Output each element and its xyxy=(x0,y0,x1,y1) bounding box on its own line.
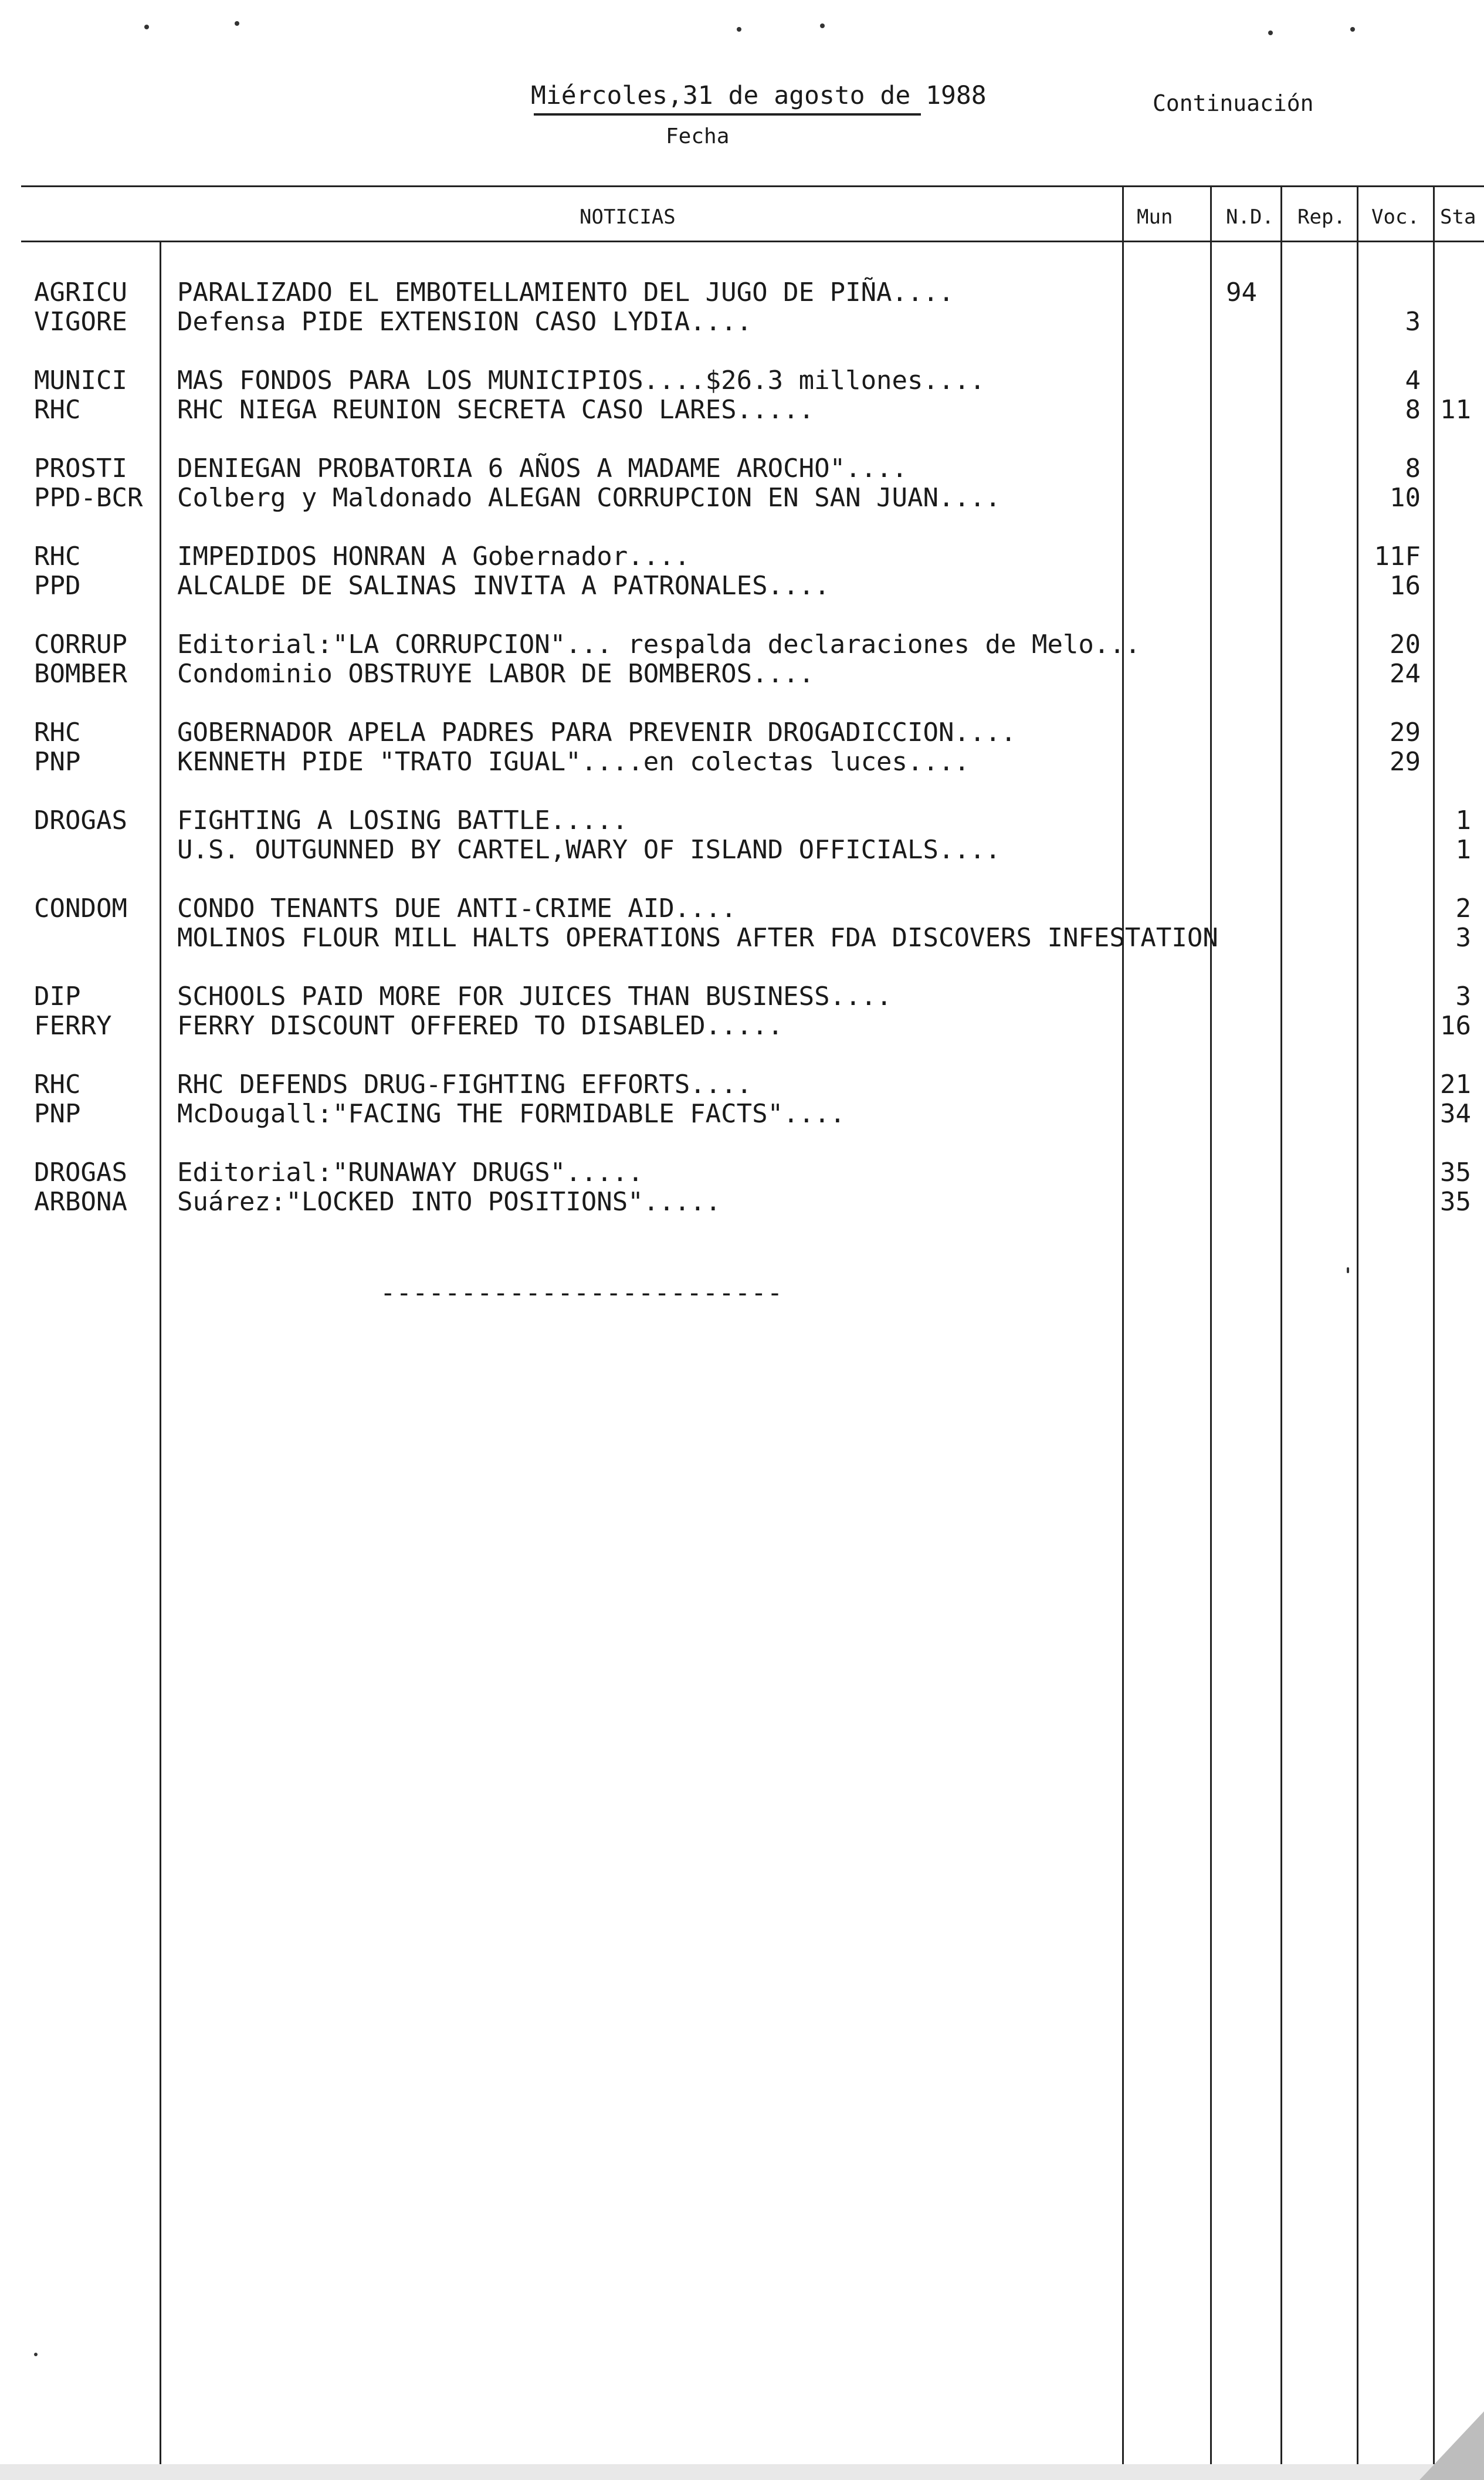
row-code: MUNICI xyxy=(34,366,127,395)
row-code: DROGAS xyxy=(34,806,127,835)
row-voc-page: 8 xyxy=(1405,395,1421,425)
row-voc-page: 8 xyxy=(1405,454,1421,483)
row-code: CORRUP xyxy=(34,630,127,659)
row-headline: MOLINOS FLOUR MILL HALTS OPERATIONS AFTER FDA DISCOVERS INFESTATION xyxy=(177,923,1218,953)
date-underline xyxy=(534,113,921,116)
header-voc: Voc. xyxy=(1371,205,1419,229)
row-code: PNP xyxy=(34,1099,81,1129)
binder-dot xyxy=(1268,31,1273,35)
row-code: FERRY xyxy=(34,1011,112,1041)
row-headline: PARALIZADO EL EMBOTELLAMIENTO DEL JUGO DE PIÑA.... xyxy=(177,278,954,307)
row-headline: Colberg y Maldonado ALEGAN CORRUPCION EN SAN JUAN.... xyxy=(177,483,1001,513)
row-headline: Editorial:"RUNAWAY DRUGS"..... xyxy=(177,1158,643,1187)
row-headline: FIGHTING A LOSING BATTLE..... xyxy=(177,806,628,835)
row-sta-page: 34 xyxy=(1440,1099,1471,1129)
row-headline: ALCALDE DE SALINAS INVITA A PATRONALES.... xyxy=(177,571,830,601)
row-voc-page: 29 xyxy=(1390,718,1421,747)
row-headline: DENIEGAN PROBATORIA 6 AÑOS A MADAME AROCHO".... xyxy=(177,454,908,483)
table-top-rule xyxy=(21,185,1484,187)
row-code: PPD xyxy=(34,571,81,601)
row-headline: RHC NIEGA REUNION SECRETA CASO LARES..... xyxy=(177,395,815,425)
row-code: RHC xyxy=(34,718,81,747)
header-bottom-rule xyxy=(21,241,1484,242)
row-code: RHC xyxy=(34,395,81,425)
binder-dot xyxy=(820,23,825,28)
row-voc-page: 16 xyxy=(1390,571,1421,601)
row-headline: Suárez:"LOCKED INTO POSITIONS"..... xyxy=(177,1187,721,1217)
header-sta: Sta xyxy=(1440,205,1476,229)
row-sta-page: 21 xyxy=(1440,1070,1471,1099)
row-headline: IMPEDIDOS HONRAN A Gobernador.... xyxy=(177,542,690,571)
code-column-divider xyxy=(160,241,161,2480)
header-noticias: NOTICIAS xyxy=(580,205,676,229)
row-sta-page: 1 xyxy=(1455,835,1471,865)
binder-dot xyxy=(1350,27,1355,32)
rep-column-divider xyxy=(1280,185,1282,2480)
page-bottom-edge xyxy=(0,2464,1484,2480)
binder-dot xyxy=(737,27,741,32)
scan-speck xyxy=(1347,1267,1349,1273)
row-sta-page: 16 xyxy=(1440,1011,1471,1041)
row-headline: SCHOOLS PAID MORE FOR JUICES THAN BUSINESS.... xyxy=(177,982,892,1011)
nd-column-divider xyxy=(1210,185,1212,2480)
row-code: DIP xyxy=(34,982,81,1011)
header-rep: Rep. xyxy=(1297,205,1346,229)
header-mun: Mun xyxy=(1137,205,1173,229)
row-headline: KENNETH PIDE "TRATO IGUAL"....en colectas luces.... xyxy=(177,747,970,777)
row-headline: Defensa PIDE EXTENSION CASO LYDIA.... xyxy=(177,307,753,337)
row-voc-page: 11F xyxy=(1374,542,1421,571)
row-code: VIGORE xyxy=(34,307,127,337)
row-voc-page: 24 xyxy=(1390,659,1421,689)
row-sta-page: 3 xyxy=(1455,982,1471,1011)
header-nd: N.D. xyxy=(1226,205,1274,229)
end-separator: ------------------------- xyxy=(380,1278,784,1308)
row-headline: GOBERNADOR APELA PADRES PARA PREVENIR DROGADICCION.... xyxy=(177,718,1017,747)
mun-column-divider xyxy=(1122,185,1124,2480)
row-headline: MAS FONDOS PARA LOS MUNICIPIOS....$26.3 millones.... xyxy=(177,366,985,395)
row-headline: FERRY DISCOUNT OFFERED TO DISABLED..... xyxy=(177,1011,784,1041)
row-code: BOMBER xyxy=(34,659,127,689)
continuation-label: Continuación xyxy=(1153,90,1314,116)
row-nd-page: 94 xyxy=(1226,278,1257,307)
row-headline: McDougall:"FACING THE FORMIDABLE FACTS".... xyxy=(177,1099,846,1129)
voc-column-divider xyxy=(1357,185,1358,2480)
row-voc-page: 20 xyxy=(1390,630,1421,659)
row-code: PPD-BCR xyxy=(34,483,143,513)
date-text: Miércoles,31 de agosto de 1988 xyxy=(531,81,987,110)
row-voc-page: 3 xyxy=(1405,307,1421,337)
row-headline: RHC DEFENDS DRUG-FIGHTING EFFORTS.... xyxy=(177,1070,753,1099)
row-sta-page: 3 xyxy=(1455,923,1471,953)
sta-column-divider xyxy=(1433,185,1435,2480)
row-code: AGRICU xyxy=(34,278,127,307)
date-caption: Fecha xyxy=(666,124,730,148)
row-sta-page: 35 xyxy=(1440,1158,1471,1187)
row-voc-page: 29 xyxy=(1390,747,1421,777)
row-code: PROSTI xyxy=(34,454,127,483)
binder-dot xyxy=(235,21,239,26)
row-code: DROGAS xyxy=(34,1158,127,1187)
row-headline: Editorial:"LA CORRUPCION"... respalda declaraciones de Melo... xyxy=(177,630,1141,659)
binder-dot xyxy=(144,25,149,29)
row-code: ARBONA xyxy=(34,1187,127,1217)
row-sta-page: 2 xyxy=(1455,894,1471,923)
scan-speck xyxy=(34,2353,38,2356)
row-sta-page: 1 xyxy=(1455,806,1471,835)
row-code: CONDOM xyxy=(34,894,127,923)
row-voc-page: 10 xyxy=(1390,483,1421,513)
row-code: RHC xyxy=(34,542,81,571)
row-sta-page: 11 xyxy=(1440,395,1471,425)
row-headline: CONDO TENANTS DUE ANTI-CRIME AID.... xyxy=(177,894,737,923)
row-code: PNP xyxy=(34,747,81,777)
row-headline: Condominio OBSTRUYE LABOR DE BOMBEROS.... xyxy=(177,659,815,689)
row-code: RHC xyxy=(34,1070,81,1099)
row-voc-page: 4 xyxy=(1405,366,1421,395)
page-corner-fold xyxy=(1419,2411,1484,2480)
row-sta-page: 35 xyxy=(1440,1187,1471,1217)
row-headline: U.S. OUTGUNNED BY CARTEL,WARY OF ISLAND OFFICIALS.... xyxy=(177,835,1001,865)
